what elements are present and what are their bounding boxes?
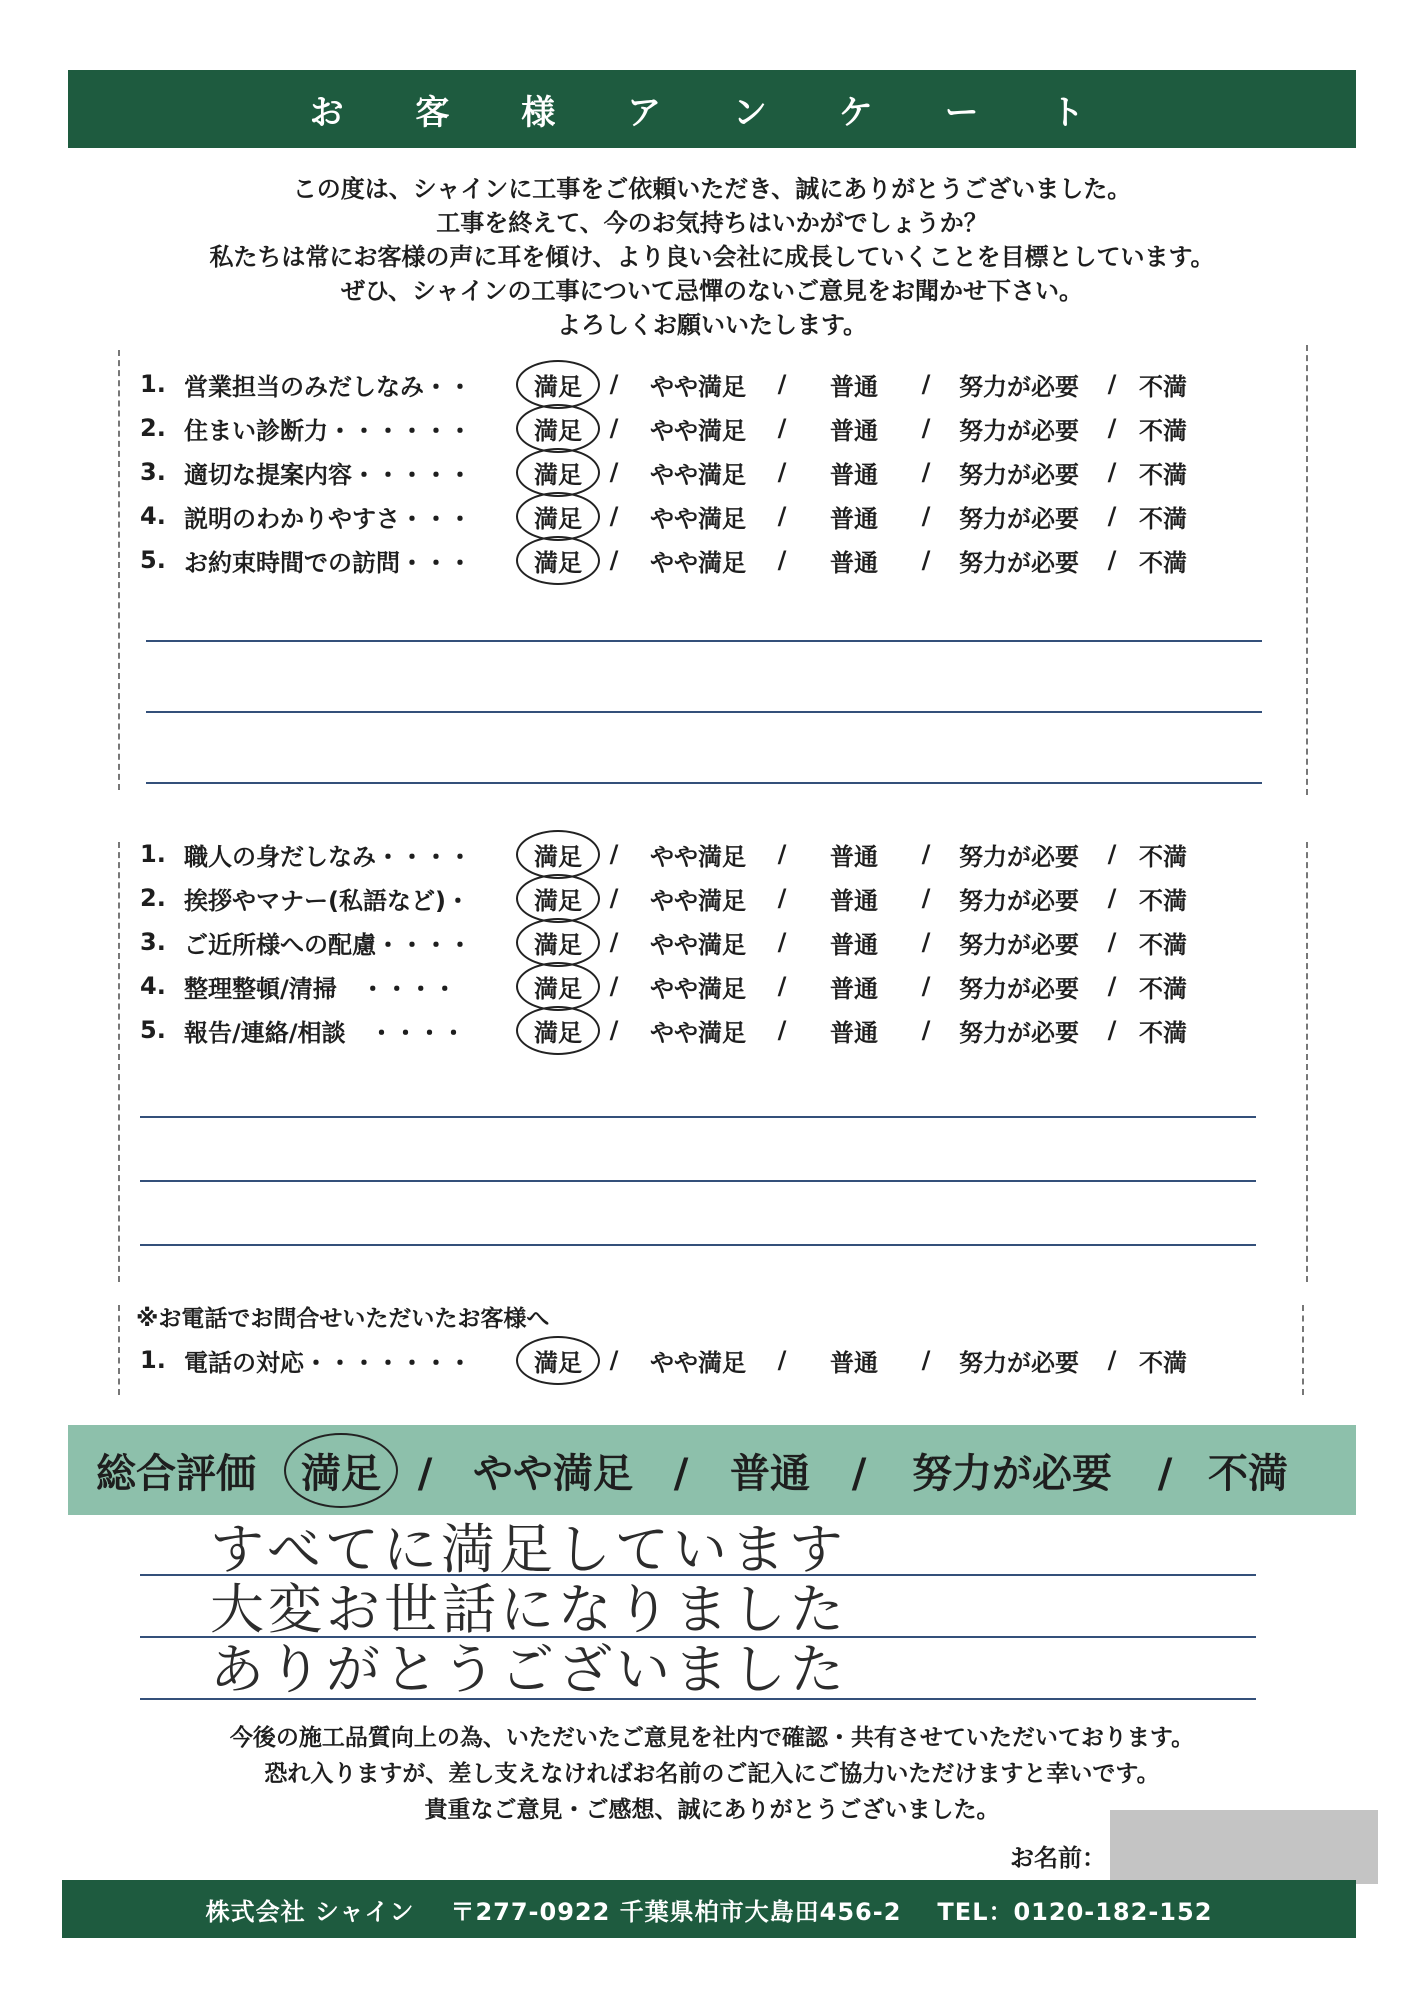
question-label: 報告/連絡/相談 ・・・・ — [184, 1018, 466, 1047]
option-separator: / — [921, 546, 931, 574]
rating-option[interactable]: やや満足 — [650, 842, 746, 871]
question-row — [140, 406, 1240, 450]
question-row — [140, 964, 1240, 1008]
option-separator: / — [777, 370, 787, 398]
rating-option[interactable]: 努力が必要 — [959, 504, 1079, 533]
rating-option[interactable]: 満足 — [522, 1343, 594, 1378]
question-number: 1. — [140, 370, 166, 398]
phone-note: ※お電話でお問合せいただいたお客様へ — [136, 1306, 550, 1332]
comment-line — [140, 1116, 1256, 1118]
option-separator: / — [921, 458, 931, 486]
option-separator: / — [609, 928, 619, 956]
box-edge-left — [118, 350, 120, 790]
rating-option[interactable]: 普通 — [830, 460, 878, 489]
intro-line: ぜひ、シャインの工事について忌憚のないご意見をお聞かせ下さい。 — [340, 277, 1084, 305]
comment-line — [140, 1180, 1256, 1182]
section-phone — [140, 1338, 1240, 1382]
rating-option[interactable]: 普通 — [830, 842, 878, 871]
question-label: 営業担当のみだしなみ・・ — [184, 372, 472, 401]
survey-title: お 客 様 ア ン ケ ー ト — [309, 92, 1115, 133]
option-separator: / — [777, 972, 787, 1000]
rating-option[interactable]: 普通 — [830, 548, 878, 577]
name-redaction-box — [1110, 1810, 1378, 1884]
rating-option[interactable]: 不満 — [1139, 974, 1187, 1003]
question-row — [140, 538, 1240, 582]
name-label: お名前： — [1010, 1844, 1106, 1872]
option-separator: / — [777, 840, 787, 868]
rating-option[interactable]: 普通 — [830, 1348, 878, 1377]
box-edge-right — [1306, 345, 1308, 795]
option-separator: / — [609, 972, 619, 1000]
overall-rating-option[interactable]: 不満 — [1208, 1450, 1288, 1497]
option-separator: / — [609, 1016, 619, 1044]
rating-option[interactable]: 努力が必要 — [959, 416, 1079, 445]
question-number: 1. — [140, 1346, 166, 1374]
rating-option[interactable]: 満足 — [522, 455, 594, 490]
rating-option[interactable]: 不満 — [1139, 886, 1187, 915]
question-label: 適切な提案内容・・・・・ — [184, 460, 472, 489]
rating-option[interactable]: 満足 — [522, 367, 594, 402]
option-separator: / — [921, 414, 931, 442]
question-number: 4. — [140, 502, 166, 530]
option-separator: / — [1107, 884, 1117, 912]
question-number: 3. — [140, 928, 166, 956]
rating-option[interactable]: やや満足 — [650, 1018, 746, 1047]
handwritten-line: 大変お世話になりました — [210, 1578, 848, 1641]
rating-option[interactable]: 満足 — [522, 925, 594, 960]
option-separator: / — [1157, 1450, 1173, 1497]
footer-address: 〒277-0922 千葉県柏市大島田456-2 — [450, 1897, 902, 1926]
rating-option[interactable]: 努力が必要 — [959, 1018, 1079, 1047]
box-edge-right — [1306, 842, 1308, 1282]
option-separator: / — [609, 884, 619, 912]
comment-line — [146, 640, 1262, 642]
option-separator: / — [777, 502, 787, 530]
rating-option[interactable]: 普通 — [830, 372, 878, 401]
overall-rating-option[interactable]: 努力が必要 — [912, 1450, 1112, 1497]
option-separator: / — [1107, 414, 1117, 442]
option-separator: / — [777, 546, 787, 574]
section-craftsmen — [140, 832, 1240, 1052]
question-row — [140, 876, 1240, 920]
rating-option[interactable]: 普通 — [830, 974, 878, 1003]
option-separator: / — [777, 928, 787, 956]
overall-rating-option[interactable]: 満足 — [292, 1442, 390, 1499]
box-edge-right — [1302, 1305, 1304, 1395]
rating-option[interactable]: 不満 — [1139, 372, 1187, 401]
rating-option[interactable]: 努力が必要 — [959, 886, 1079, 915]
question-number: 3. — [140, 458, 166, 486]
option-separator: / — [1107, 840, 1117, 868]
rating-option[interactable]: やや満足 — [650, 886, 746, 915]
footer-company: 株式会社 シャイン — [205, 1897, 415, 1926]
option-separator: / — [609, 502, 619, 530]
overall-rating-options — [292, 1442, 1296, 1499]
option-separator: / — [851, 1450, 867, 1497]
option-separator: / — [609, 546, 619, 574]
rating-option[interactable]: 努力が必要 — [959, 1348, 1079, 1377]
question-number: 4. — [140, 972, 166, 1000]
closing-line: 貴重なご意見・ご感想、誠にありがとうございました。 — [424, 1797, 1000, 1823]
comment-line — [140, 1244, 1256, 1246]
option-separator: / — [921, 370, 931, 398]
rating-option[interactable]: 不満 — [1139, 460, 1187, 489]
rating-option[interactable]: 満足 — [522, 499, 594, 534]
rating-option[interactable]: 不満 — [1139, 1348, 1187, 1377]
rating-option[interactable]: 不満 — [1139, 1018, 1187, 1047]
handwritten-line: すべてに満足しています — [210, 1518, 847, 1581]
option-separator: / — [921, 1346, 931, 1374]
option-separator: / — [609, 458, 619, 486]
option-separator: / — [609, 840, 619, 868]
option-separator: / — [1107, 502, 1117, 530]
question-row — [140, 832, 1240, 876]
question-label: 整理整頓/清掃 ・・・・ — [184, 974, 457, 1003]
option-separator: / — [921, 840, 931, 868]
handwritten-line: ありがとうございました — [210, 1638, 848, 1701]
question-number: 5. — [140, 1016, 166, 1044]
option-separator: / — [1107, 546, 1117, 574]
rating-option[interactable]: 満足 — [522, 543, 594, 578]
option-separator: / — [1107, 1016, 1117, 1044]
option-separator: / — [673, 1450, 689, 1497]
rating-option[interactable]: 普通 — [830, 930, 878, 959]
option-separator: / — [609, 1346, 619, 1374]
rating-option[interactable]: 努力が必要 — [959, 930, 1079, 959]
survey-title-bar — [68, 70, 1356, 148]
option-separator: / — [921, 502, 931, 530]
rating-option[interactable]: 努力が必要 — [959, 974, 1079, 1003]
box-edge-left — [118, 1305, 120, 1395]
question-label: 説明のわかりやすさ・・・ — [184, 504, 472, 533]
option-separator: / — [777, 1016, 787, 1044]
option-separator: / — [609, 414, 619, 442]
question-label: 電話の対応・・・・・・・ — [184, 1348, 472, 1377]
option-separator: / — [921, 928, 931, 956]
question-label: 挨拶やマナー(私語など)・ — [184, 886, 470, 915]
rating-option[interactable]: 普通 — [830, 886, 878, 915]
question-label: 住まい診断力・・・・・・ — [184, 416, 472, 445]
intro-text — [68, 172, 1356, 342]
overall-rating-option[interactable]: 普通 — [730, 1450, 810, 1497]
rating-option[interactable]: 普通 — [830, 416, 878, 445]
rating-option[interactable]: 満足 — [522, 881, 594, 916]
rating-option[interactable]: 満足 — [522, 837, 594, 872]
rating-option[interactable]: 不満 — [1139, 416, 1187, 445]
option-separator: / — [777, 414, 787, 442]
rating-option[interactable]: やや満足 — [650, 504, 746, 533]
rating-option[interactable]: 不満 — [1139, 548, 1187, 577]
option-separator: / — [777, 458, 787, 486]
comment-line — [146, 711, 1262, 713]
option-separator: / — [1107, 1346, 1117, 1374]
intro-line: 私たちは常にお客様の声に耳を傾け、より良い会社に成長していくことを目標としています。 — [209, 243, 1215, 271]
rating-option[interactable]: 努力が必要 — [959, 548, 1079, 577]
rating-option[interactable]: 不満 — [1139, 504, 1187, 533]
overall-rating-option[interactable]: やや満足 — [473, 1450, 633, 1497]
section-sales — [140, 362, 1240, 582]
option-separator: / — [609, 370, 619, 398]
question-number: 1. — [140, 840, 166, 868]
footer-bar — [62, 1880, 1356, 1938]
option-separator: / — [417, 1450, 433, 1497]
rating-option[interactable]: 満足 — [522, 969, 594, 1004]
rating-option[interactable]: やや満足 — [650, 372, 746, 401]
overall-rating-bar — [68, 1425, 1356, 1515]
rating-option[interactable]: 努力が必要 — [959, 842, 1079, 871]
question-label: 職人の身だしなみ・・・・ — [184, 842, 472, 871]
question-row — [140, 362, 1240, 406]
rating-option[interactable]: 努力が必要 — [959, 372, 1079, 401]
option-separator: / — [777, 884, 787, 912]
option-separator: / — [1107, 458, 1117, 486]
rating-option[interactable]: 不満 — [1139, 842, 1187, 871]
question-row — [140, 1008, 1240, 1052]
intro-line: よろしくお願いいたします。 — [556, 311, 868, 339]
option-separator: / — [921, 1016, 931, 1044]
rating-option[interactable]: 普通 — [830, 1018, 878, 1047]
question-row — [140, 1338, 1240, 1382]
rating-option[interactable]: やや満足 — [650, 548, 746, 577]
rating-option[interactable]: やや満足 — [650, 1348, 746, 1377]
intro-line: 工事を終えて、今のお気持ちはいかがでしょうか？ — [436, 209, 988, 237]
question-row — [140, 450, 1240, 494]
question-label: ご近所様への配慮・・・・ — [184, 930, 472, 959]
rating-option[interactable]: 努力が必要 — [959, 460, 1079, 489]
rating-option[interactable]: 不満 — [1139, 930, 1187, 959]
option-separator: / — [921, 884, 931, 912]
rating-option[interactable]: 満足 — [522, 1013, 594, 1048]
rating-option[interactable]: 普通 — [830, 504, 878, 533]
question-number: 2. — [140, 414, 166, 442]
rating-option[interactable]: やや満足 — [650, 460, 746, 489]
option-separator: / — [777, 1346, 787, 1374]
rating-option[interactable]: やや満足 — [650, 930, 746, 959]
rating-option[interactable]: 満足 — [522, 411, 594, 446]
closing-line: 今後の施工品質向上の為、いただいたご意見を社内で確認・共有させていただいております。 — [229, 1725, 1195, 1751]
option-separator: / — [1107, 972, 1117, 1000]
option-separator: / — [1107, 370, 1117, 398]
comment-line — [146, 782, 1262, 784]
intro-line: この度は、シャインに工事をご依頼いただき、誠にありがとうございました。 — [292, 175, 1132, 203]
handwritten-comment — [210, 1520, 1010, 1700]
question-number: 5. — [140, 546, 166, 574]
question-number: 2. — [140, 884, 166, 912]
option-separator: / — [1107, 928, 1117, 956]
question-row — [140, 920, 1240, 964]
footer-tel: TEL：0120-182-152 — [937, 1897, 1213, 1926]
question-label: お約束時間での訪問・・・ — [184, 548, 472, 577]
option-separator: / — [921, 972, 931, 1000]
overall-rating-label: 総合評価 — [96, 1450, 256, 1497]
question-row — [140, 494, 1240, 538]
rating-option[interactable]: やや満足 — [650, 974, 746, 1003]
box-edge-left — [118, 842, 120, 1282]
rating-option[interactable]: やや満足 — [650, 416, 746, 445]
closing-line: 恐れ入りますが、差し支えなければお名前のご記入にご協力いただけますと幸いです。 — [264, 1761, 1160, 1787]
